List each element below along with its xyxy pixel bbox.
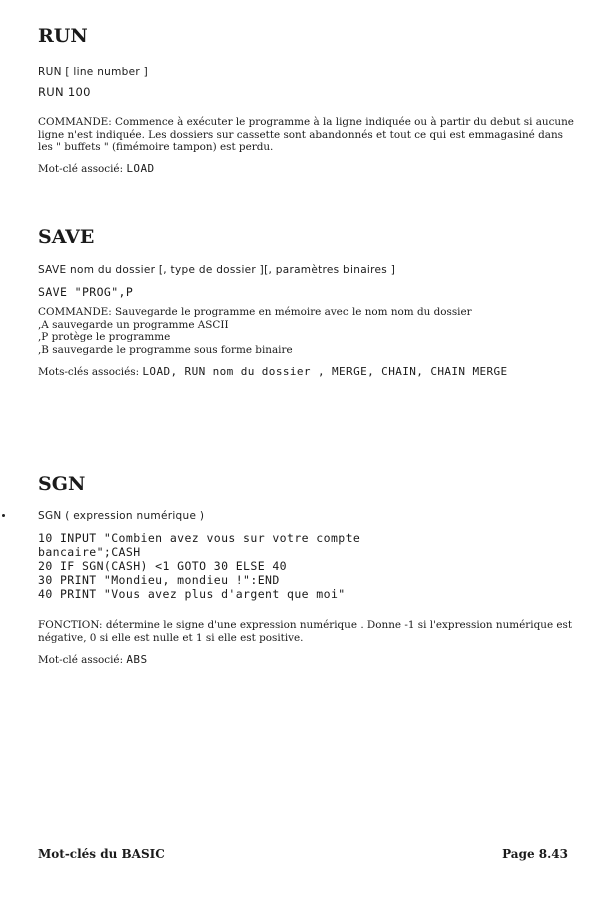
example-save: SAVE "PROG",P [38, 285, 134, 299]
save-option-ascii: ,A sauvegarde un programme ASCII [38, 318, 229, 331]
related-keywords-value: LOAD [126, 161, 155, 175]
syntax-sgn: SGN ( expression numérique ) [38, 510, 205, 522]
description-save: COMMANDE: Sauvegarde le programme en mémoire avec le nom nom du dossier [38, 306, 472, 318]
related-keywords-value: LOAD, RUN nom du dossier , MERGE, CHAIN, CHAIN MERGE [142, 365, 508, 379]
code-line: bancaire";CASH [38, 545, 141, 559]
related-keywords-value: ABS [126, 653, 148, 667]
description-sgn: FONCTION: détermine le signe d'une expression numérique . Donne -1 si l'expression numérique est négative, 0 si elle est nulle et 1 si elle est positive. [38, 619, 573, 644]
related-keywords-save [38, 365, 574, 379]
related-keywords-sgn [38, 653, 578, 667]
description-run: COMMANDE: Commence à exécuter le programme à la ligne indiquée ou à partir du debut si aucune ligne n'est indiquée. Les dossiers sur cassette sont abandonnés et tout ce qui est emmagasiné dans les " buffets " (fimémoire tampon) est perdu. [38, 116, 574, 154]
section-save [38, 225, 578, 379]
keyword-heading-sgn: SGN [38, 473, 86, 495]
code-line: 40 PRINT "Vous avez plus d'argent que moi" [38, 587, 346, 601]
syntax-save: SAVE nom du dossier [, type de dossier ][, paramètres binaires ] [38, 264, 396, 276]
keyword-heading-run: RUN [38, 25, 88, 47]
code-line: 30 PRINT "Mondieu, mondieu !":END [38, 573, 280, 587]
footer-title: Mot-clés du BASIC [38, 847, 165, 861]
related-keywords-run [38, 162, 578, 176]
syntax-run: RUN [ line number ] [38, 66, 149, 78]
code-line: 10 INPUT "Combien avez vous sur votre compte [38, 531, 361, 545]
related-keywords-label: Mot-clé associé: [38, 162, 124, 175]
keyword-heading-save: SAVE [38, 226, 95, 248]
save-option-binary: ,B sauvegarde le programme sous forme binaire [38, 343, 293, 356]
margin-dot [2, 514, 5, 517]
page-footer [38, 847, 568, 861]
page-number: Page 8.43 [502, 847, 568, 861]
save-option-protect: ,P protège le programme [38, 331, 171, 344]
code-line: 20 IF SGN(CASH) <1 GOTO 30 ELSE 40 [38, 559, 288, 573]
related-keywords-label: Mots-clés associés: [38, 366, 140, 379]
section-run [38, 24, 578, 176]
code-listing-sgn [38, 531, 578, 601]
related-keywords-label: Mot-clé associé: [38, 654, 124, 667]
section-sgn [38, 472, 578, 667]
example-run: RUN 100 [38, 85, 91, 99]
